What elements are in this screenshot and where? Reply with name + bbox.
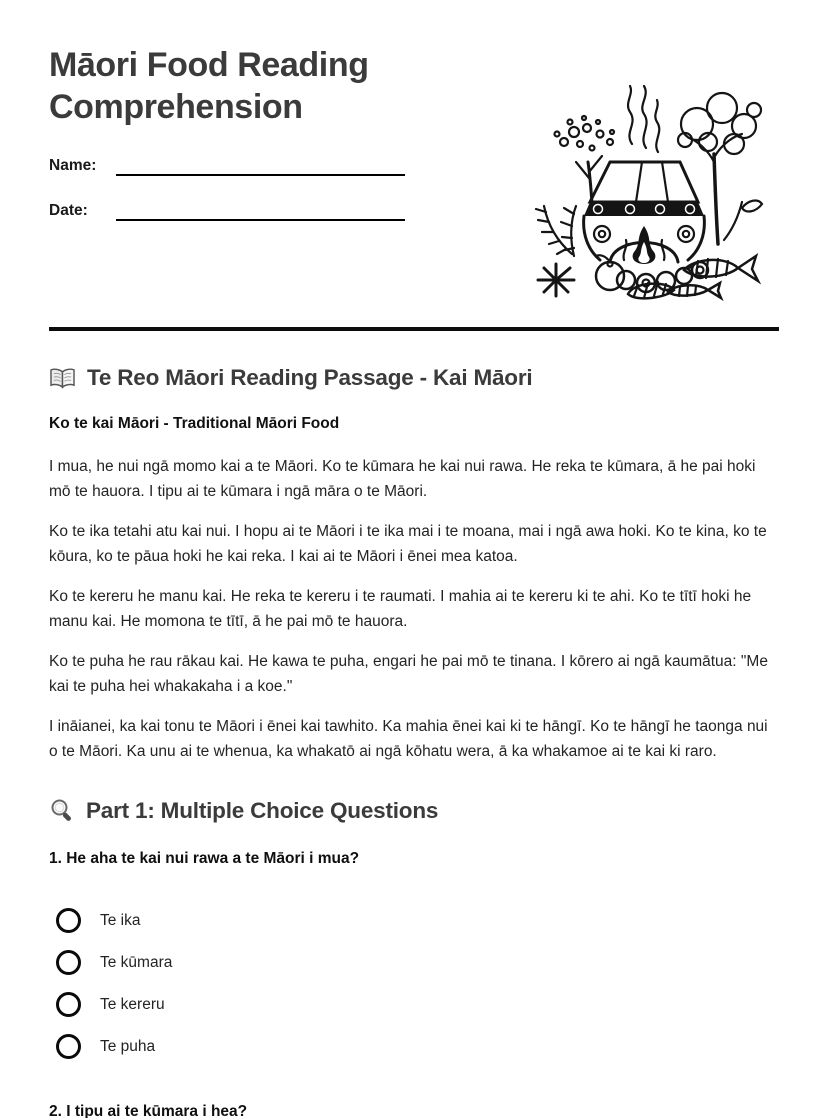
passage-paragraph-5: I ināianei, ka kai tonu te Māori i ēnei kai tawhito. Ka mahia ēnei kai ki te hāngī. Ko te hāngī he taonga nui o te Māori. Ka unu ai te whenua, ka whakatō ai ngā kōhatu wera, ā ka whakamoe ai te kai ki raro. bbox=[49, 718, 768, 760]
passage-paragraph-2: Ko te ika tetahi atu kai nui. I hopu ai te Māori i te ika mai i te moana, mai i ngā awa hoki. Ko te kina, ko te kōura, ko te pāua hoki he kai reka. I kai ai te Māori i ēnei mea katoa. bbox=[49, 523, 767, 565]
section-divider bbox=[49, 327, 779, 331]
option-row-te-kereru bbox=[49, 992, 779, 1017]
radio-button-te-kumara[interactable] bbox=[56, 950, 81, 975]
passage-heading bbox=[49, 365, 779, 391]
part1-heading bbox=[49, 798, 779, 824]
open-book-icon bbox=[49, 367, 76, 390]
question-1: 1. He aha te kai nui rawa a te Māori i mua? bbox=[49, 850, 360, 867]
option-row-te-puha bbox=[49, 1034, 779, 1059]
option-row-te-kumara bbox=[49, 950, 779, 975]
question-1-options bbox=[49, 908, 779, 1059]
name-input-line[interactable] bbox=[116, 152, 405, 176]
radio-button-te-kereru[interactable] bbox=[56, 992, 81, 1017]
passage-heading-text: Te Reo Māori Reading Passage - Kai Māori bbox=[87, 365, 533, 390]
hangi-illustration bbox=[522, 84, 764, 302]
part1-section bbox=[49, 798, 779, 1118]
name-label: Name: bbox=[49, 157, 97, 174]
passage-paragraph-1: I mua, he nui ngā momo kai a te Māori. Ko te kūmara he kai nui rawa. He reka te kūmara, ā he pai hoki mō te hauora. I tipu ai te kūmara i ngā māra o te Māori. bbox=[49, 458, 756, 500]
date-input-line[interactable] bbox=[116, 197, 405, 221]
radio-button-te-ika[interactable] bbox=[56, 908, 81, 933]
magnifying-glass-icon bbox=[49, 798, 75, 824]
question-2: 2. I tipu ai te kūmara i hea? bbox=[49, 1103, 248, 1118]
passage-paragraph-4: Ko te puha he rau rākau kai. He kawa te puha, engari he pai mō te tinana. I kōrero ai ngā kaumātua: "Me kai te puha hei whakakaha i a koe." bbox=[49, 653, 768, 695]
part1-heading-text: Part 1: Multiple Choice Questions bbox=[86, 798, 439, 823]
option-label-te-kereru: Te kereru bbox=[100, 995, 165, 1013]
option-label-te-kumara: Te kūmara bbox=[100, 953, 173, 971]
option-label-te-puha: Te puha bbox=[100, 1037, 156, 1055]
date-label: Date: bbox=[49, 202, 88, 219]
passage-subheading: Ko te kai Māori - Traditional Māori Food bbox=[49, 415, 340, 432]
radio-button-te-puha[interactable] bbox=[56, 1034, 81, 1059]
option-row-te-ika bbox=[49, 908, 779, 933]
option-label-te-ika: Te ika bbox=[100, 911, 141, 929]
passage-paragraph-3: Ko te kereru he manu kai. He reka te kereru i te raumati. I mahia ai te kereru ki te ahi. Ko te tītī hoki he manu kai. He momona te tītī, ā he pai mō te hauora. bbox=[49, 588, 752, 630]
page-title: Māori Food Reading Comprehension bbox=[49, 46, 369, 126]
reading-passage-section bbox=[49, 365, 779, 764]
